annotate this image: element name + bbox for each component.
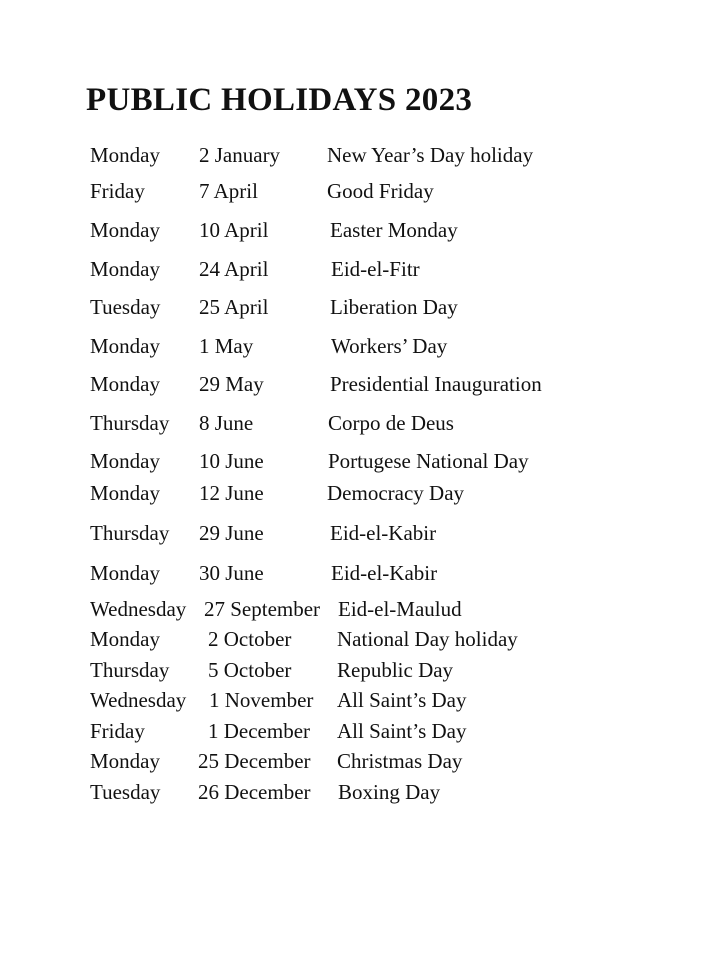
holiday-row bbox=[0, 140, 720, 170]
holiday-row bbox=[0, 369, 720, 399]
holiday-date: 1 November bbox=[209, 688, 314, 712]
holiday-name: Christmas Day bbox=[337, 749, 463, 773]
holiday-name: National Day holiday bbox=[337, 627, 518, 651]
holiday-day: Monday bbox=[90, 749, 160, 773]
holiday-row bbox=[0, 176, 720, 206]
holiday-day: Thursday bbox=[90, 411, 170, 435]
holiday-name: All Saint’s Day bbox=[337, 688, 467, 712]
holiday-date: 5 October bbox=[208, 658, 292, 682]
holiday-day: Wednesday bbox=[90, 688, 187, 712]
holiday-row bbox=[0, 478, 720, 508]
holiday-date: 10 June bbox=[199, 449, 264, 473]
holiday-date: 10 April bbox=[199, 218, 269, 242]
holiday-day: Monday bbox=[90, 481, 160, 505]
holiday-name: Eid-el-Fitr bbox=[331, 257, 420, 281]
holiday-name: Eid-el-Kabir bbox=[330, 521, 437, 545]
holiday-row bbox=[0, 254, 720, 284]
holiday-day: Wednesday bbox=[90, 597, 187, 621]
holiday-row bbox=[0, 624, 720, 654]
holiday-date: 25 April bbox=[199, 295, 269, 319]
holiday-row bbox=[0, 558, 720, 588]
holiday-row bbox=[0, 594, 720, 624]
holiday-row bbox=[0, 746, 720, 776]
page-title: PUBLIC HOLIDAYS 2023 bbox=[86, 82, 473, 118]
holiday-name: Republic Day bbox=[337, 658, 454, 682]
holiday-day: Tuesday bbox=[90, 295, 161, 319]
holiday-date: 2 October bbox=[208, 627, 292, 651]
holiday-day: Friday bbox=[90, 179, 145, 203]
holiday-name: Easter Monday bbox=[330, 218, 458, 242]
holiday-date: 29 June bbox=[199, 521, 264, 545]
holiday-row bbox=[0, 408, 720, 438]
holiday-name: Boxing Day bbox=[338, 780, 441, 804]
holiday-day: Friday bbox=[90, 719, 145, 743]
holiday-row bbox=[0, 292, 720, 322]
holiday-row bbox=[0, 331, 720, 361]
holiday-day: Monday bbox=[90, 218, 160, 242]
holiday-name: Eid-el-Maulud bbox=[338, 597, 462, 621]
holiday-day: Monday bbox=[90, 334, 160, 358]
holiday-date: 12 June bbox=[199, 481, 264, 505]
holiday-row bbox=[0, 716, 720, 746]
holiday-day: Tuesday bbox=[90, 780, 161, 804]
holiday-name: All Saint’s Day bbox=[337, 719, 467, 743]
holiday-date: 2 January bbox=[199, 143, 281, 167]
holiday-row bbox=[0, 215, 720, 245]
holiday-day: Monday bbox=[90, 561, 160, 585]
holiday-name: Democracy Day bbox=[327, 481, 465, 505]
holiday-date: 1 December bbox=[208, 719, 311, 743]
holiday-name: Workers’ Day bbox=[331, 334, 448, 358]
holiday-date: 25 December bbox=[198, 749, 311, 773]
holiday-date: 7 April bbox=[199, 179, 258, 203]
holiday-name: Presidential Inauguration bbox=[330, 372, 542, 396]
holiday-date: 27 September bbox=[204, 597, 321, 621]
holiday-name: Good Friday bbox=[327, 179, 434, 203]
holiday-day: Monday bbox=[90, 257, 160, 281]
holiday-day: Thursday bbox=[90, 658, 170, 682]
holiday-row bbox=[0, 685, 720, 715]
holiday-date: 24 April bbox=[199, 257, 269, 281]
holiday-row bbox=[0, 446, 720, 476]
holiday-name: New Year’s Day holiday bbox=[327, 143, 534, 167]
holiday-row bbox=[0, 518, 720, 548]
holiday-row bbox=[0, 777, 720, 807]
holiday-date: 26 December bbox=[198, 780, 311, 804]
holiday-day: Monday bbox=[90, 143, 160, 167]
holiday-name: Eid-el-Kabir bbox=[331, 561, 438, 585]
holiday-name: Portugese National Day bbox=[328, 449, 529, 473]
holiday-name: Liberation Day bbox=[330, 295, 458, 319]
holiday-day: Thursday bbox=[90, 521, 170, 545]
holiday-name: Corpo de Deus bbox=[328, 411, 454, 435]
holiday-date: 29 May bbox=[199, 372, 264, 396]
holiday-date: 8 June bbox=[199, 411, 254, 435]
holiday-day: Monday bbox=[90, 372, 160, 396]
holiday-date: 1 May bbox=[199, 334, 254, 358]
holiday-date: 30 June bbox=[199, 561, 264, 585]
holiday-day: Monday bbox=[90, 627, 160, 651]
holiday-row bbox=[0, 655, 720, 685]
holiday-day: Monday bbox=[90, 449, 160, 473]
